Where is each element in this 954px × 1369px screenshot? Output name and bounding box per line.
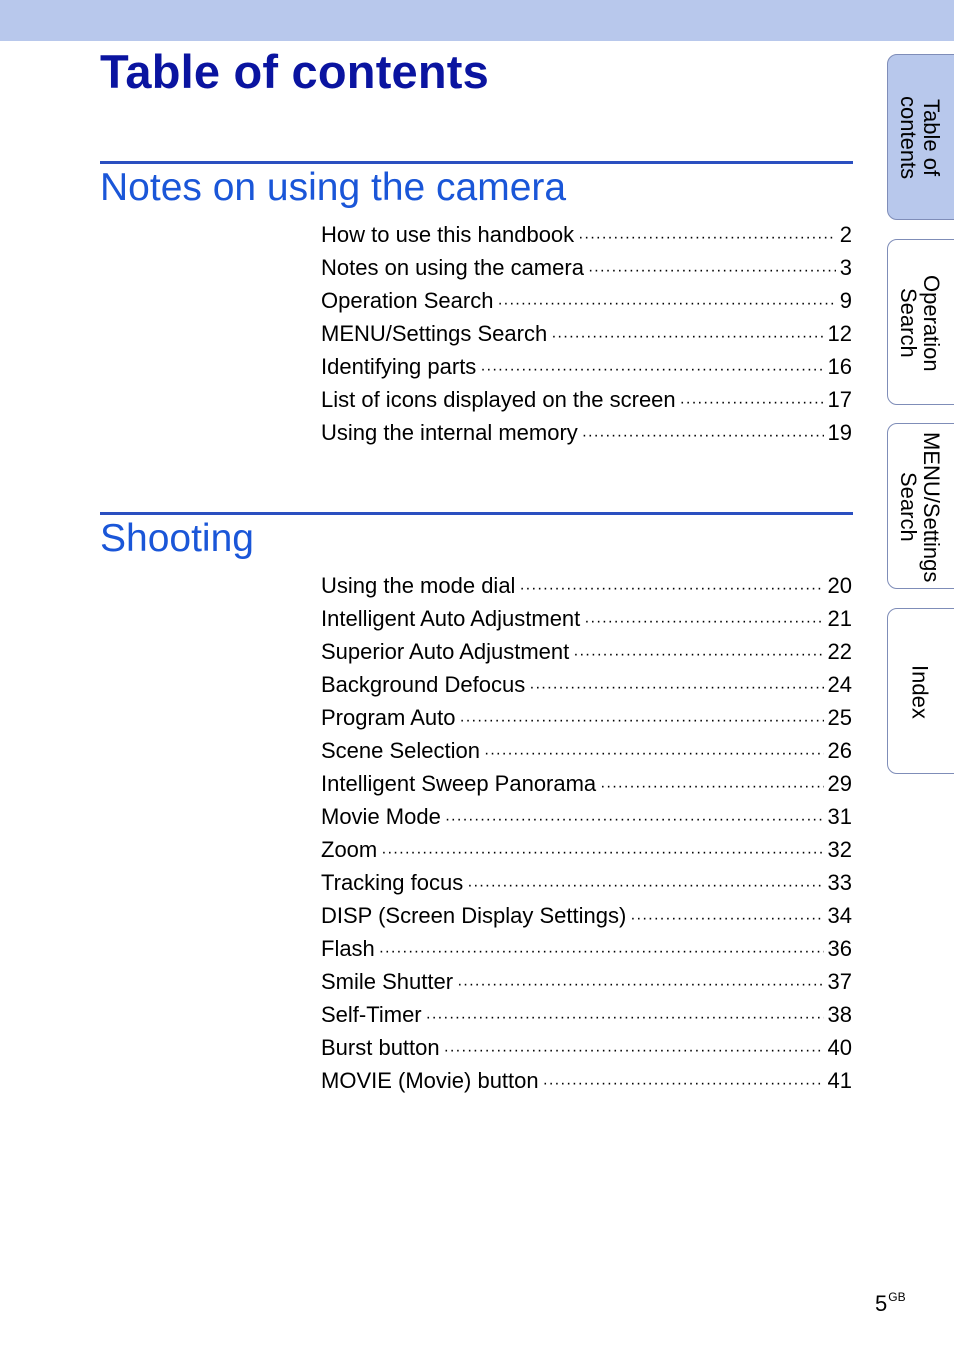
toc-entry-page: 16: [827, 354, 852, 379]
leader-dots: [519, 580, 823, 598]
toc-entry[interactable]: [321, 420, 852, 453]
toc-entry[interactable]: [321, 870, 852, 903]
section-divider: [100, 161, 853, 164]
toc-entry-label: Tracking focus: [321, 870, 464, 895]
toc-entry-label: Program Auto: [321, 705, 456, 730]
toc-entry[interactable]: [321, 354, 852, 387]
toc-entry[interactable]: [321, 969, 852, 1002]
leader-dots: [381, 844, 823, 862]
toc-entry-label: Identifying parts: [321, 354, 477, 379]
page-number-value: 5: [875, 1291, 888, 1316]
toc-entry-label: Scene Selection: [321, 738, 480, 763]
toc-entry-label: Intelligent Sweep Panorama: [321, 771, 597, 796]
side-tab-label: Table of contents: [896, 96, 944, 180]
toc-entry-page: 32: [827, 837, 852, 862]
toc-entry-label: Self-Timer: [321, 1002, 422, 1027]
toc-entry-label: MENU/Settings Search: [321, 321, 548, 346]
toc-entry-page: 41: [827, 1068, 852, 1093]
leader-dots: [578, 229, 836, 247]
toc-entry[interactable]: [321, 738, 852, 771]
section-title-notes: Notes on using the camera: [100, 166, 567, 209]
toc-entry-page: 29: [827, 771, 852, 796]
page-number-suffix: GB: [888, 1290, 906, 1304]
toc-entry-page: 3: [839, 255, 852, 280]
leader-dots: [584, 613, 823, 631]
toc-entry-label: How to use this handbook: [321, 222, 575, 247]
toc-entry[interactable]: [321, 573, 852, 606]
toc-entry-page: 36: [827, 936, 852, 961]
leader-dots: [445, 811, 824, 829]
leader-dots: [379, 943, 824, 961]
toc-entry-page: 40: [827, 1035, 852, 1060]
toc-entry-label: Zoom: [321, 837, 378, 862]
toc-entry-label: Operation Search: [321, 288, 494, 313]
toc-entry[interactable]: [321, 222, 852, 255]
side-tab-operation-search[interactable]: [887, 239, 954, 405]
section-divider: [100, 512, 853, 515]
page-title: Table of contents: [100, 45, 489, 98]
leader-dots: [529, 679, 823, 697]
toc-entry-label: Using the internal memory: [321, 420, 578, 445]
toc-entry-label: MOVIE (Movie) button: [321, 1068, 539, 1093]
toc-entry-page: 21: [827, 606, 852, 631]
toc-entry[interactable]: [321, 1002, 852, 1035]
toc-entry-page: 12: [827, 321, 852, 346]
toc-entry-label: DISP (Screen Display Settings): [321, 903, 627, 928]
leader-dots: [467, 877, 823, 895]
leader-dots: [480, 361, 823, 379]
toc-entry[interactable]: [321, 705, 852, 738]
toc-entry-page: 34: [827, 903, 852, 928]
toc-entry-page: 33: [827, 870, 852, 895]
toc-entry-page: 37: [827, 969, 852, 994]
leader-dots: [600, 778, 823, 796]
leader-dots: [484, 745, 824, 763]
toc-entry-label: Superior Auto Adjustment: [321, 639, 570, 664]
toc-entry[interactable]: [321, 804, 852, 837]
toc-entry[interactable]: [321, 288, 852, 321]
toc-list-notes: [321, 222, 852, 453]
page-number: [875, 1290, 906, 1317]
side-tab-index[interactable]: [887, 608, 954, 774]
toc-entry-label: Background Defocus: [321, 672, 526, 697]
toc-entry-page: 25: [827, 705, 852, 730]
toc-entry[interactable]: [321, 639, 852, 672]
leader-dots: [460, 712, 824, 730]
toc-list-shooting: [321, 573, 852, 1101]
toc-entry-page: 20: [827, 573, 852, 598]
toc-entry[interactable]: [321, 387, 852, 420]
leader-dots: [444, 1042, 824, 1060]
toc-entry-label: Using the mode dial: [321, 573, 516, 598]
side-tab-menu-settings-search[interactable]: [887, 423, 954, 589]
leader-dots: [551, 328, 823, 346]
toc-entry[interactable]: [321, 672, 852, 705]
leader-dots: [680, 394, 824, 412]
toc-entry-page: 24: [827, 672, 852, 697]
header-band: [0, 0, 954, 41]
toc-entry[interactable]: [321, 771, 852, 804]
toc-entry-page: 22: [827, 639, 852, 664]
toc-entry[interactable]: [321, 936, 852, 969]
toc-entry-label: Intelligent Auto Adjustment: [321, 606, 581, 631]
toc-entry[interactable]: [321, 903, 852, 936]
toc-entry-page: 38: [827, 1002, 852, 1027]
leader-dots: [457, 976, 823, 994]
toc-entry-label: List of icons displayed on the screen: [321, 387, 676, 412]
toc-entry-label: Notes on using the camera: [321, 255, 584, 280]
leader-dots: [497, 295, 835, 313]
side-tab-table-of-contents[interactable]: [887, 54, 954, 220]
leader-dots: [426, 1009, 824, 1027]
toc-entry[interactable]: [321, 255, 852, 288]
toc-entry[interactable]: [321, 1068, 852, 1101]
toc-entry-page: 2: [839, 222, 852, 247]
toc-entry-page: 9: [839, 288, 852, 313]
toc-entry[interactable]: [321, 321, 852, 354]
side-tab-label: Operation Search: [896, 274, 944, 372]
leader-dots: [543, 1075, 824, 1093]
side-tab-label: Index: [907, 665, 933, 719]
toc-entry-page: 31: [827, 804, 852, 829]
toc-entry-label: Flash: [321, 936, 375, 961]
toc-entry[interactable]: [321, 1035, 852, 1068]
toc-entry-label: Smile Shutter: [321, 969, 454, 994]
toc-entry-label: Burst button: [321, 1035, 440, 1060]
section-title-shooting: Shooting: [100, 517, 254, 560]
toc-entry[interactable]: [321, 606, 852, 639]
leader-dots: [588, 262, 836, 280]
toc-entry-label: Movie Mode: [321, 804, 441, 829]
leader-dots: [630, 910, 823, 928]
toc-entry[interactable]: [321, 837, 852, 870]
toc-entry-page: 26: [827, 738, 852, 763]
leader-dots: [573, 646, 823, 664]
side-tab-label: MENU/Settings Search: [896, 431, 944, 583]
leader-dots: [582, 427, 824, 445]
toc-entry-page: 19: [827, 420, 852, 445]
toc-entry-page: 17: [827, 387, 852, 412]
